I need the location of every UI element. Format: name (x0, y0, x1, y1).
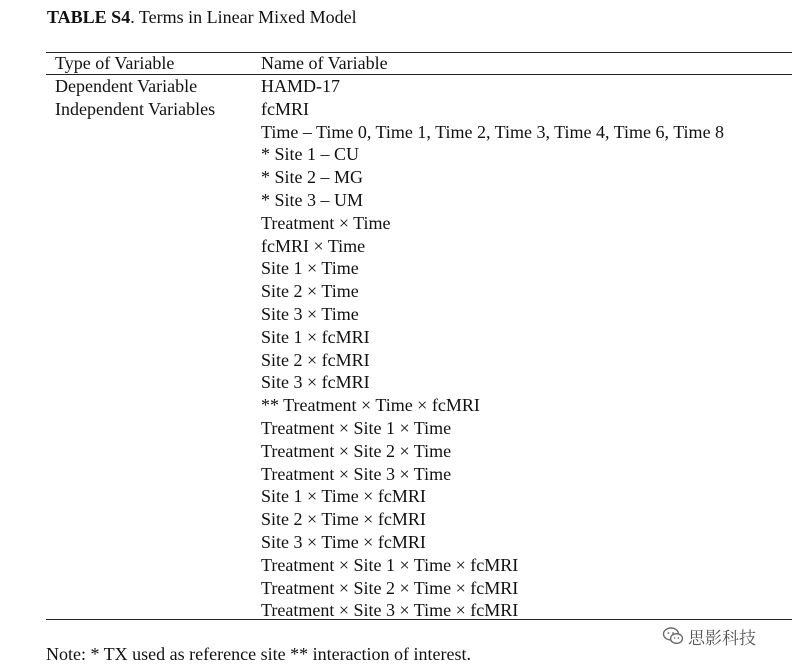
variable-name-cell: Site 2 × Time (261, 281, 359, 302)
table-row (0, 394, 812, 417)
variable-name-cell: Treatment × Site 2 × Time × fcMRI (261, 577, 519, 598)
variable-name-cell: Site 2 × Time × fcMRI (261, 509, 426, 530)
variable-name-cell: fcMRI (261, 98, 309, 119)
header-type-of-variable: Type of Variable (55, 53, 175, 73)
watermark (662, 624, 756, 648)
variable-name-cell: Site 3 × Time (261, 304, 359, 324)
variable-name-cell: * Site 1 – CU (261, 144, 360, 165)
variable-name-cell: Time – Time 0, Time 1, Time 2, Time 3, Time 4, Time 6, Time 8 (261, 121, 725, 142)
variable-name-cell: ** Treatment × Time × fcMRI (261, 395, 480, 416)
variable-name-cell: Site 3 × fcMRI (261, 372, 370, 393)
table-note: Note: * TX used as reference site ** interaction of interest. (46, 644, 472, 664)
table-row (0, 508, 812, 531)
table-row (0, 212, 812, 235)
table-row (0, 463, 812, 486)
variable-name-cell: * Site 3 – UM (261, 190, 364, 210)
table-caption-label: TABLE S4 (47, 7, 131, 27)
table-row (0, 166, 812, 189)
variable-name-cell: Treatment × Site 3 × Time × fcMRI (261, 600, 519, 621)
table-row (0, 531, 812, 554)
table-row (0, 98, 812, 121)
table-row (0, 189, 812, 212)
table-caption-text: . Terms in Linear Mixed Model (130, 7, 357, 27)
table-row (0, 121, 812, 144)
variable-name-cell: Treatment × Site 1 × Time (261, 418, 452, 438)
variable-type-cell: Independent Variables (55, 98, 216, 119)
table-row (0, 143, 812, 166)
variable-name-cell: HAMD-17 (261, 76, 340, 96)
variable-name-cell: Treatment × Site 2 × Time (261, 440, 452, 461)
table-row (0, 303, 812, 326)
table-row (0, 349, 812, 372)
variable-name-cell: Site 2 × fcMRI (261, 349, 370, 370)
variable-name-cell: fcMRI × Time (261, 235, 366, 256)
table-row (0, 599, 812, 622)
table-header-row (0, 52, 812, 75)
table-row (0, 235, 812, 258)
variable-name-cell: Site 1 × Time (261, 258, 359, 279)
variable-type-cell: Dependent Variable (55, 76, 198, 96)
table-row (0, 75, 812, 98)
table-row (0, 485, 812, 508)
table-row (0, 554, 812, 577)
table-row (0, 280, 812, 303)
table-row (0, 577, 812, 600)
variable-name-cell: Treatment × Site 1 × Time × fcMRI (261, 554, 519, 575)
variable-name-cell: Site 1 × Time × fcMRI (261, 486, 426, 507)
variable-name-cell: * Site 2 – MG (261, 167, 364, 188)
variable-name-cell: Treatment × Site 3 × Time (261, 463, 452, 484)
variable-name-cell: Site 1 × fcMRI (261, 326, 370, 347)
variable-name-cell: Site 3 × Time × fcMRI (261, 532, 426, 552)
table-row (0, 257, 812, 280)
table-row (0, 440, 812, 463)
table-row (0, 326, 812, 349)
wechat-icon (662, 626, 684, 646)
watermark-text: 思影科技 (688, 628, 756, 649)
variable-name-cell: Treatment × Time (261, 212, 391, 233)
table-row (0, 417, 812, 440)
header-name-of-variable: Name of Variable (261, 53, 388, 73)
table-caption (47, 6, 357, 28)
table-row (0, 371, 812, 394)
